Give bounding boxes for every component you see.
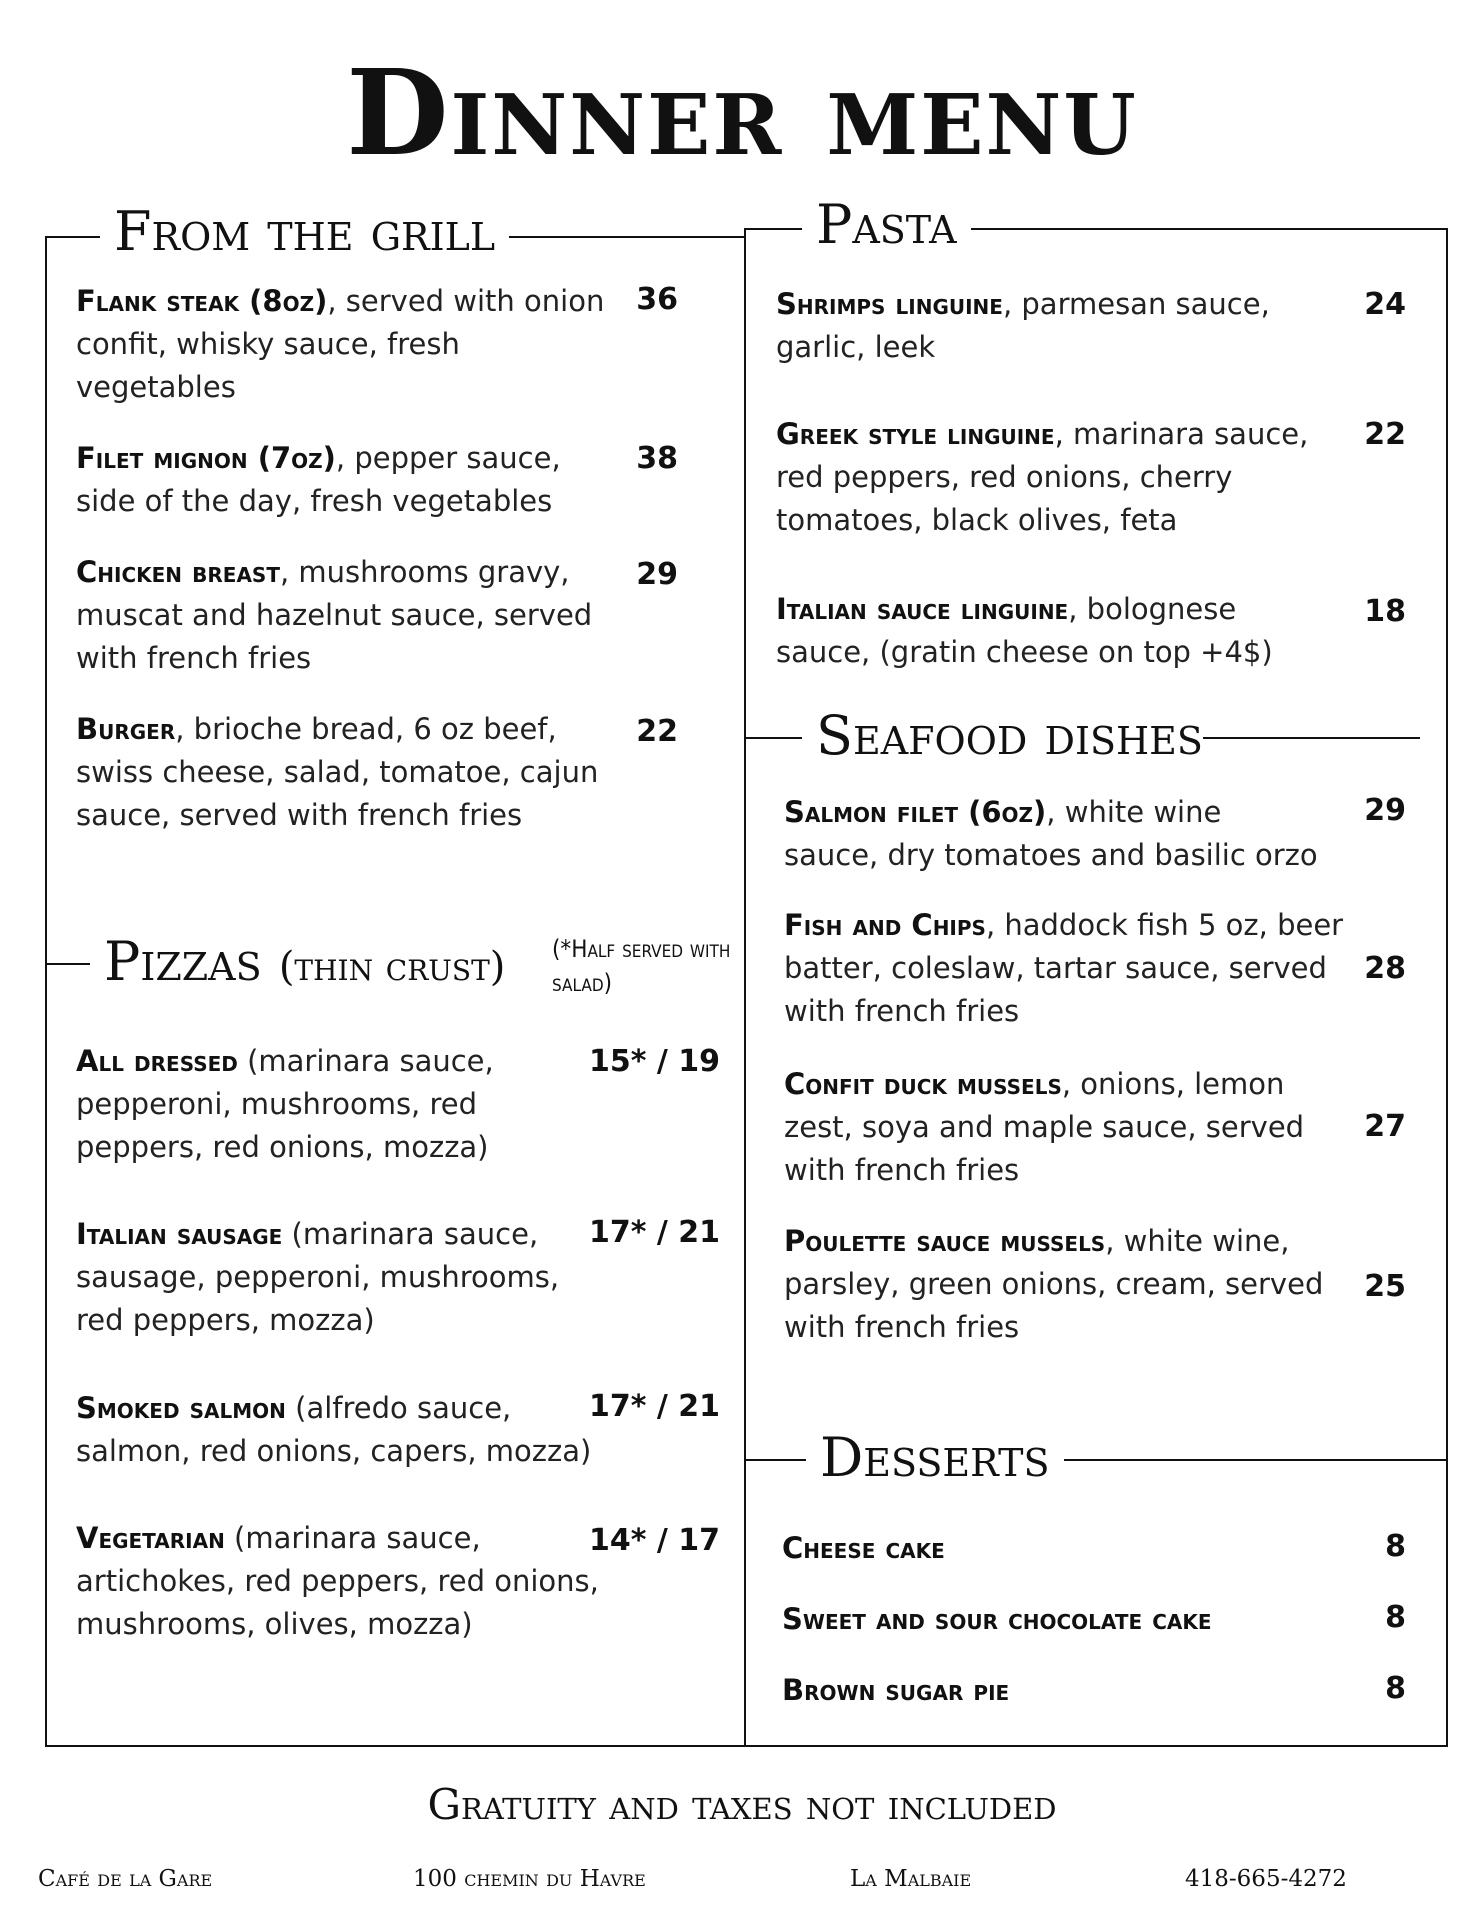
item-price: 29 <box>636 557 678 592</box>
menu-item <box>776 413 1326 542</box>
pizzas-title: Pizzas <box>104 930 262 993</box>
item-description: , brioche bread, 6 oz beef, swiss cheese, salad, tomatoe, cajun sauce, served with french fries <box>76 712 599 832</box>
menu-item <box>76 1387 596 1473</box>
menu-item <box>776 283 1316 369</box>
item-name: Cheese cake <box>782 1531 945 1565</box>
menu-item <box>76 551 616 680</box>
item-name: Italian sauce linguine <box>776 592 1069 626</box>
menu-item <box>776 588 1316 674</box>
item-name: Vegetarian <box>76 1521 225 1555</box>
item-price: 28 <box>1364 951 1406 986</box>
menu-title: Dinner menu <box>346 43 1138 182</box>
pasta-heading: Pasta <box>802 195 971 255</box>
item-description: , white wine sauce, dry tomatoes and basilic orzo <box>784 795 1318 872</box>
item-price: 22 <box>1364 417 1406 452</box>
menu-item <box>76 1517 616 1646</box>
item-name: Sweet and sour chocolate cake <box>782 1602 1212 1636</box>
item-price: 38 <box>636 441 678 476</box>
pizzas-subtitle: (thin crust) <box>278 944 506 990</box>
item-description: , served with onion confit, whisky sauce, fresh vegetables <box>76 284 605 404</box>
item-name: Fish and Chips <box>784 908 986 942</box>
seafood-heading: Seafood dishes <box>802 706 1203 766</box>
desserts-heading: Desserts <box>806 1428 1064 1488</box>
menu-item <box>76 280 616 409</box>
item-description: (marinara sauce, sausage, pepperoni, mushrooms, red peppers, mozza) <box>76 1217 560 1337</box>
item-description: , haddock fish 5 oz, beer batter, coleslaw, tartar sauce, served with french fries <box>784 908 1344 1028</box>
item-price: 25 <box>1364 1269 1406 1304</box>
pizzas-rule <box>45 963 95 965</box>
menu-item <box>76 1040 576 1169</box>
item-name: Shrimps linguine <box>776 287 1003 321</box>
item-name: Salmon filet (6oz) <box>784 795 1047 829</box>
menu-item <box>76 1213 576 1342</box>
restaurant-city: La Malbaie <box>850 1866 972 1892</box>
menu-item <box>784 1220 1324 1349</box>
item-description: , marinara sauce, red peppers, red onions, cherry tomatoes, black olives, feta <box>776 417 1309 537</box>
menu-item <box>782 1669 1322 1712</box>
item-name: Italian sausage <box>76 1217 283 1251</box>
restaurant-address: 100 chemin du Havre <box>413 1866 646 1892</box>
menu-item <box>76 437 616 523</box>
restaurant-phone: 418-665-4272 <box>1185 1866 1347 1892</box>
item-price: 22 <box>636 714 678 749</box>
item-name: Chicken breast <box>76 555 280 589</box>
item-description: (marinara sauce, artichokes, red peppers, red onions, mushrooms, olives, mozza) <box>76 1521 599 1641</box>
item-price: 27 <box>1364 1109 1406 1144</box>
item-name: All dressed <box>76 1044 238 1078</box>
frame-right <box>1446 228 1448 1746</box>
grill-heading: From the grill <box>100 202 509 262</box>
item-description: (alfredo sauce, salmon, red onions, capers, mozza) <box>76 1391 592 1468</box>
item-name: Burger <box>76 712 176 746</box>
item-description: , mushrooms gravy, muscat and hazelnut sauce, served with french fries <box>76 555 593 675</box>
frame-left <box>45 236 47 1746</box>
item-name: Greek style linguine <box>776 417 1055 451</box>
menu-item <box>784 791 1324 877</box>
gratuity-note: Gratuity and taxes not included <box>427 1780 1057 1829</box>
item-name: Flank steak (8oz) <box>76 284 328 318</box>
item-name: Confit duck mussels <box>784 1067 1062 1101</box>
item-price: 29 <box>1364 793 1406 828</box>
item-price: 18 <box>1364 594 1406 629</box>
item-description: (marinara sauce, pepperoni, mushrooms, red peppers, red onions, mozza) <box>76 1044 494 1164</box>
item-name: Smoked salmon <box>76 1391 286 1425</box>
menu-item <box>784 904 1344 1033</box>
item-price: 8 <box>1385 1600 1406 1635</box>
item-price: 8 <box>1385 1671 1406 1706</box>
item-name: Poulette sauce mussels <box>784 1224 1106 1258</box>
item-name: Brown sugar pie <box>782 1673 1010 1707</box>
menu-item <box>782 1527 1322 1570</box>
item-description: , onions, lemon zest, soya and maple sauce, served with french fries <box>784 1067 1305 1187</box>
item-price: 36 <box>636 282 678 317</box>
item-price: 24 <box>1364 287 1406 322</box>
item-description: , bolognese sauce, (gratin cheese on top +4$) <box>776 592 1273 669</box>
item-price: 8 <box>1385 1529 1406 1564</box>
item-description: , pepper sauce, side of the day, fresh vegetables <box>76 441 561 518</box>
restaurant-name: Café de la Gare <box>38 1866 213 1892</box>
menu-item <box>782 1598 1322 1641</box>
item-price: 17* / 21 <box>588 1389 720 1424</box>
menu-item <box>76 708 616 837</box>
pizzas-heading <box>90 932 519 997</box>
item-name: Filet mignon (7oz) <box>76 441 336 475</box>
item-price: 14* / 17 <box>588 1523 720 1558</box>
item-price: 15* / 19 <box>588 1044 720 1079</box>
item-price: 17* / 21 <box>588 1215 720 1250</box>
frame-bottom <box>45 1745 1448 1747</box>
pizzas-note: (*Half served with salad) <box>552 935 731 997</box>
item-description: , white wine, parsley, green onions, cream, served with french fries <box>784 1224 1324 1344</box>
item-description: , parmesan sauce, garlic, leek <box>776 287 1270 364</box>
menu-item <box>784 1063 1324 1192</box>
